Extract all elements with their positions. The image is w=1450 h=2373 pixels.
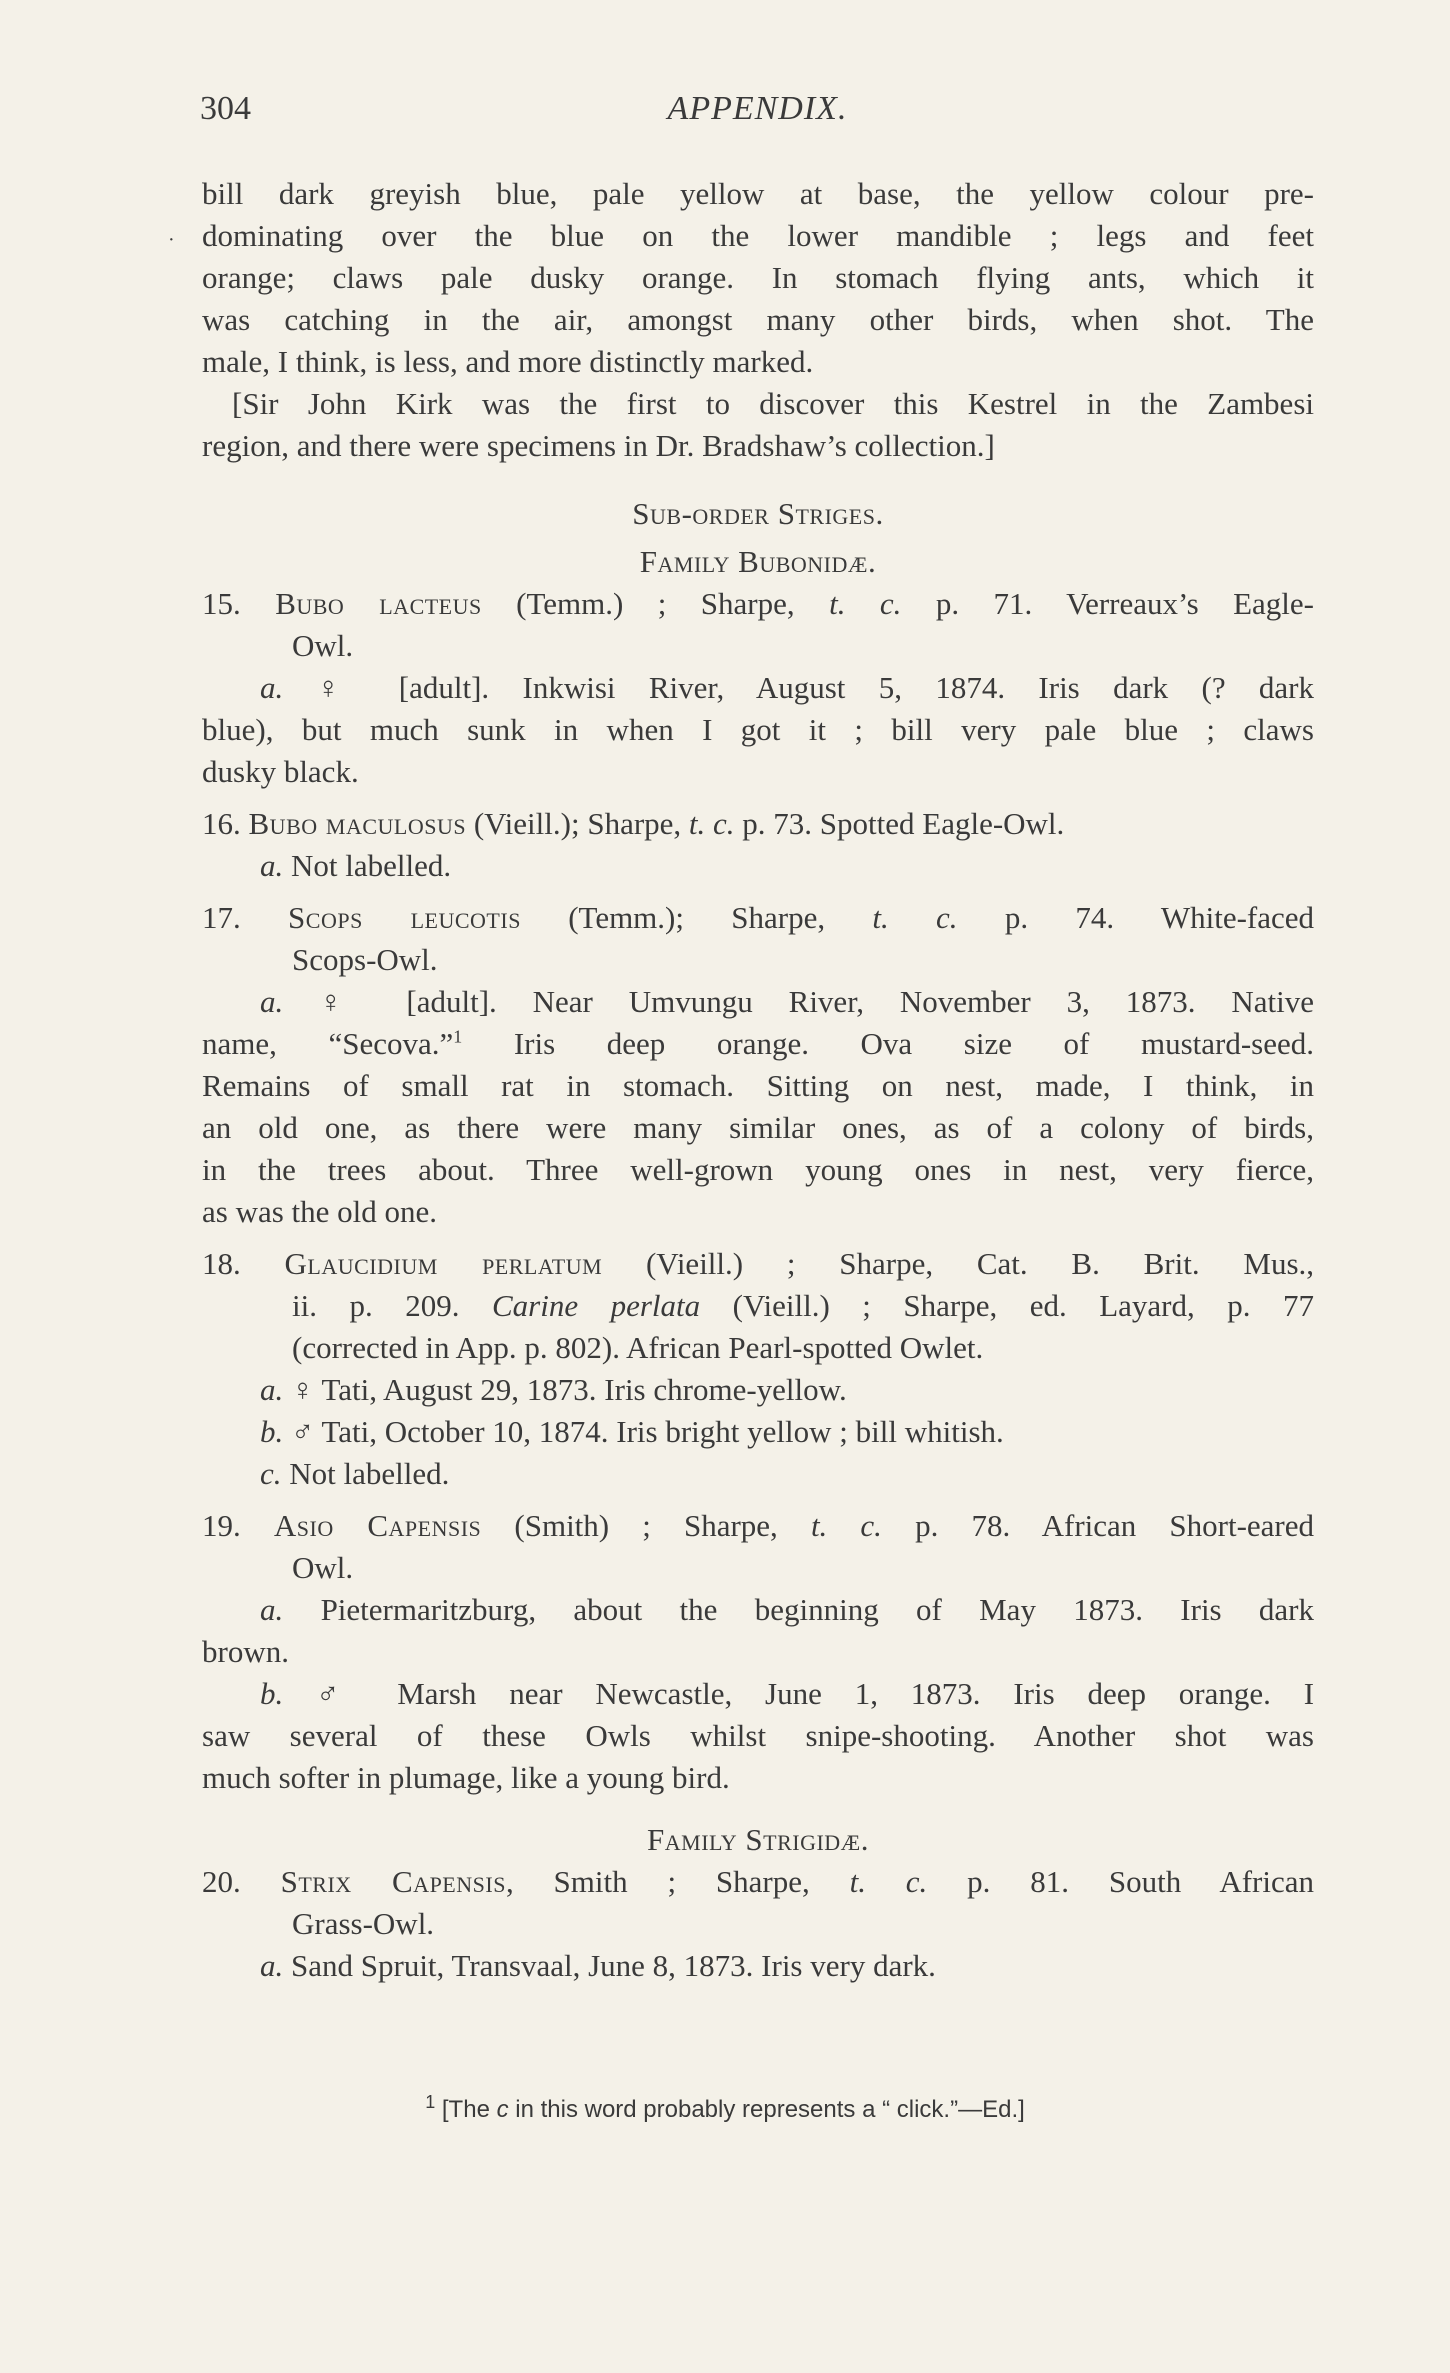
species-number: 18. [202,1246,241,1281]
species-entry-20: 20. Strix Capensis, Smith ; Sharpe, t. c. p. 81. South African [202,1864,1314,1899]
text-line: (corrected in App. p. 802). African Pearl-spotted Owlet. [292,1330,984,1365]
species-name: Scops leucotis [288,900,521,935]
text-line: was catching in the air, amongst many other birds, when shot. The [202,302,1314,337]
species-number: 20. [202,1864,241,1899]
footnote-marker: 1 [453,1026,463,1047]
text-line: dusky black. [202,754,359,789]
species-number: 16. [202,806,241,841]
text-line: dominating over the blue on the lower mandible ; legs and feet [202,218,1314,253]
specimen-c: c. Not labelled. [260,1456,450,1491]
text-line: orange; claws pale dusky orange. In stomach flying ants, which it [202,260,1314,295]
text-line: ii. p. 209. Carine perlata (Vieill.) ; Sharpe, ed. Layard, p. 77 [292,1288,1314,1323]
specimen-b: b. ♂ Tati, October 10, 1874. Iris bright yellow ; bill whitish. [260,1414,1004,1449]
text-line: much softer in plumage, like a young bird. [202,1760,730,1795]
species-number: 15. [202,586,241,621]
page-header [200,90,1315,150]
species-entry-15: 15. Bubo lacteus (Temm.) ; Sharpe, t. c. p. 71. Verreaux’s Eagle- [202,586,1314,621]
body-text [202,173,1314,1987]
text-line: [Sir John Kirk was the first to discover this Kestrel in the Zambesi [232,386,1314,421]
text-line: Grass-Owl. [292,1906,435,1941]
species-name: Bubo maculosus [248,806,467,841]
text-line: brown. [202,1634,289,1669]
text-line: Scops-Owl. [292,942,438,977]
text-line: Owl. [292,628,354,663]
species-name: Strix Capensis [280,1864,506,1899]
text-line: as was the old one. [202,1194,438,1229]
text-line: male, I think, is less, and more distinctly marked. [202,344,814,379]
text-line: blue), but much sunk in when I got it ; bill very pale blue ; claws [202,712,1314,747]
page-number: 304 [200,90,251,127]
text-line: Owl. [292,1550,354,1585]
specimen-b: b. ♂ Marsh near Newcastle, June 1, 1873. Iris deep orange. I [260,1676,1315,1711]
text-line: name, “Secova.”$^1$ Iris deep orange. Ova size of mustard-seed. [202,1026,1314,1061]
species-entry-17: 17. Scops leucotis (Temm.); Sharpe, t. c. p. 74. White-faced [202,900,1315,935]
footnote-number: 1 [425,2092,436,2112]
running-head: APPENDIX. [667,90,848,127]
specimen-a: a. ♀ [adult]. Inkwisi River, August 5, 1874. Iris dark (? dark [260,670,1315,705]
species-entry-18: 18. Glaucidium perlatum (Vieill.) ; Sharpe, Cat. B. Brit. Mus., [202,1246,1315,1281]
specimen-a: a. Not labelled. [260,848,452,883]
suborder-heading: Sub-order Striges. [632,496,884,531]
species-entry-16: 16. Bubo maculosus (Vieill.); Sharpe, t. c. p. 73. Spotted Eagle-Owl. [202,806,1065,841]
species-name: Bubo lacteus [275,586,482,621]
text-line: an old one, as there were many similar ones, as of a colony of birds, [202,1110,1314,1145]
text-line: bill dark greyish blue, pale yellow at base, the yellow colour pre- [202,176,1314,211]
text-line: Remains of small rat in stomach. Sitting on nest, made, I think, in [202,1068,1314,1103]
specimen-a: a. ♀ Tati, August 29, 1873. Iris chrome-yellow. [260,1372,847,1407]
species-entry-19: 19. Asio Capensis (Smith) ; Sharpe, t. c. p. 78. African Short-eared [202,1508,1314,1543]
text-line: in the trees about. Three well-grown young ones in nest, very fierce, [202,1152,1314,1187]
margin-mark: · [168,229,175,251]
species-name: Glaucidium perlatum [284,1246,603,1281]
species-number: 19. [202,1508,241,1543]
text-line: region, and there were specimens in Dr. Bradshaw’s collection.] [202,428,995,463]
specimen-a: a. ♀ [adult]. Near Umvungu River, November 3, 1873. Native [260,984,1315,1019]
family-heading: Family Bubonidæ. [639,544,877,579]
family-heading: Family Strigidæ. [647,1822,869,1857]
footnote: $^1$ [The c in this word probably represents a “ click.”—Ed.] [425,2092,1025,2123]
species-name: Asio Capensis [273,1508,482,1543]
specimen-a: a. Sand Spruit, Transvaal, June 8, 1873. Iris very dark. [260,1948,936,1983]
species-number: 17. [202,900,241,935]
text-line: saw several of these Owls whilst snipe-shooting. Another shot was [202,1718,1314,1753]
specimen-a: a. Pietermaritzburg, about the beginning of May 1873. Iris dark [260,1592,1314,1627]
